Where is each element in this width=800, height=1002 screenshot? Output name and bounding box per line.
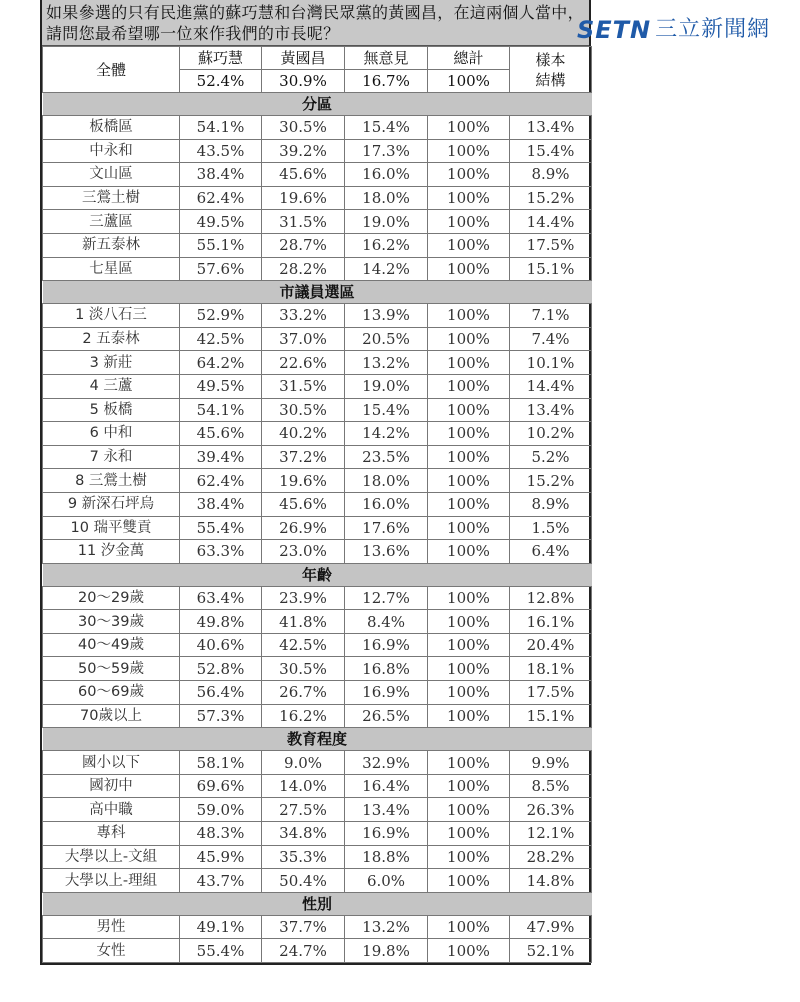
cell-value: 55.4% [180,516,262,540]
cell-value: 100% [428,774,510,798]
cell-value: 19.0% [345,374,428,398]
cell-value: 38.4% [180,163,262,187]
row-label: 三鶯土樹 [43,186,180,210]
cell-value: 45.6% [262,492,345,516]
cell-value: 13.6% [345,540,428,564]
cell-value: 50.4% [262,869,345,893]
row-label: 40～49歲 [43,633,180,657]
cell-value: 39.2% [262,139,345,163]
cell-value: 12.1% [510,822,592,846]
cell-value: 43.5% [180,139,262,163]
cell-value: 45.6% [262,163,345,187]
cell-value: 13.4% [510,398,592,422]
cell-value: 42.5% [180,327,262,351]
table-row [43,681,592,705]
row-label: 5 板橋 [43,398,180,422]
row-label: 30～39歲 [43,610,180,634]
row-label: 中永和 [43,139,180,163]
cell-value: 100% [428,610,510,634]
cell-value: 16.8% [345,657,428,681]
overall-value: 30.9% [262,70,345,93]
logo-chinese: 三立新聞網 [655,17,771,42]
cell-value: 100% [428,304,510,328]
cell-value: 16.2% [262,704,345,728]
cell-value: 59.0% [180,798,262,822]
cell-value: 100% [428,704,510,728]
section-title: 年齡 [43,563,592,586]
cell-value: 19.0% [345,210,428,234]
poll-results-sheet [40,0,591,965]
cell-value: 43.7% [180,869,262,893]
table-row [43,704,592,728]
cell-value: 17.5% [510,233,592,257]
overall-value: 16.7% [345,70,428,93]
cell-value: 100% [428,681,510,705]
cell-value: 48.3% [180,822,262,846]
cell-value: 100% [428,163,510,187]
cell-value: 12.7% [345,586,428,610]
cell-value: 6.4% [510,540,592,564]
cell-value: 13.4% [345,798,428,822]
row-label: 8 三鶯土樹 [43,469,180,493]
cell-value: 39.4% [180,445,262,469]
cell-value: 33.2% [262,304,345,328]
overall-value: 52.4% [180,70,262,93]
row-label: 7 永和 [43,445,180,469]
cell-value: 16.2% [345,233,428,257]
section-header-row [43,281,592,304]
cell-value: 100% [428,633,510,657]
cell-value: 20.5% [345,327,428,351]
cell-value: 14.2% [345,257,428,281]
cell-value: 23.0% [262,540,345,564]
row-label: 專科 [43,822,180,846]
table-row [43,374,592,398]
table-row [43,257,592,281]
row-label: 1 淡八石三 [43,304,180,328]
table-row [43,116,592,140]
row-label: 60～69歲 [43,681,180,705]
cell-value: 100% [428,586,510,610]
cell-value: 31.5% [262,210,345,234]
cell-value: 52.1% [510,939,592,963]
cell-value: 100% [428,445,510,469]
cell-value: 13.4% [510,116,592,140]
row-label: 高中職 [43,798,180,822]
cell-value: 14.2% [345,422,428,446]
cell-value: 37.7% [262,915,345,939]
cell-value: 47.9% [510,915,592,939]
cell-value: 37.0% [262,327,345,351]
group-header: 全體 [43,47,180,93]
cell-value: 18.0% [345,469,428,493]
table-row [43,469,592,493]
cell-value: 30.5% [262,657,345,681]
cell-value: 100% [428,351,510,375]
cell-value: 17.3% [345,139,428,163]
cell-value: 8.9% [510,163,592,187]
cell-value: 26.3% [510,798,592,822]
cell-value: 100% [428,845,510,869]
cell-value: 38.4% [180,492,262,516]
cell-value: 15.1% [510,257,592,281]
table-row [43,327,592,351]
cell-value: 54.1% [180,116,262,140]
table-row [43,845,592,869]
table-row [43,774,592,798]
table-row [43,186,592,210]
section-title: 分區 [43,93,592,116]
row-label: 板橋區 [43,116,180,140]
cell-value: 55.1% [180,233,262,257]
cell-value: 40.6% [180,633,262,657]
table-row [43,492,592,516]
table-row [43,351,592,375]
header-row [43,47,592,70]
cell-value: 49.5% [180,374,262,398]
table-row [43,610,592,634]
cell-value: 7.1% [510,304,592,328]
cell-value: 64.2% [180,351,262,375]
cell-value: 63.4% [180,586,262,610]
cell-value: 16.9% [345,681,428,705]
cell-value: 14.0% [262,774,345,798]
section-title: 教育程度 [43,728,592,751]
row-label: 文山區 [43,163,180,187]
cell-value: 45.9% [180,845,262,869]
table-row [43,915,592,939]
row-label: 大學以上-理組 [43,869,180,893]
cell-value: 57.3% [180,704,262,728]
section-title: 市議員選區 [43,281,592,304]
row-label: 男性 [43,915,180,939]
cell-value: 12.8% [510,586,592,610]
table-row [43,540,592,564]
cell-value: 63.3% [180,540,262,564]
row-label: 大學以上-文組 [43,845,180,869]
cell-value: 30.5% [262,116,345,140]
cell-value: 20.4% [510,633,592,657]
table-row [43,210,592,234]
table-row [43,139,592,163]
cell-value: 23.5% [345,445,428,469]
cell-value: 62.4% [180,186,262,210]
overall-value: 100% [428,70,510,93]
cell-value: 58.1% [180,751,262,775]
cell-value: 100% [428,915,510,939]
cell-value: 49.5% [180,210,262,234]
row-label: 4 三蘆 [43,374,180,398]
column-header-candidate-huang: 黃國昌 [262,47,345,70]
cell-value: 10.1% [510,351,592,375]
cell-value: 100% [428,939,510,963]
row-label: 國初中 [43,774,180,798]
table-body [43,93,592,963]
cell-value: 100% [428,327,510,351]
section-title: 性別 [43,892,592,915]
column-header-total: 總計 [428,47,510,70]
section-header-row [43,892,592,915]
cell-value: 8.4% [345,610,428,634]
column-header-candidate-su: 蘇巧慧 [180,47,262,70]
cell-value: 10.2% [510,422,592,446]
row-label: 50～59歲 [43,657,180,681]
cell-value: 14.4% [510,374,592,398]
cell-value: 28.2% [510,845,592,869]
cell-value: 100% [428,798,510,822]
setn-logo [577,17,770,43]
cell-value: 37.2% [262,445,345,469]
cell-value: 100% [428,422,510,446]
cell-value: 19.8% [345,939,428,963]
cell-value: 15.4% [345,116,428,140]
cell-value: 18.0% [345,186,428,210]
cell-value: 28.2% [262,257,345,281]
cell-value: 100% [428,822,510,846]
cell-value: 41.8% [262,610,345,634]
cell-value: 26.7% [262,681,345,705]
cell-value: 18.1% [510,657,592,681]
section-header-row [43,728,592,751]
table-row [43,586,592,610]
row-label: 七星區 [43,257,180,281]
cell-value: 100% [428,516,510,540]
cell-value: 13.9% [345,304,428,328]
table-row [43,304,592,328]
cell-value: 17.6% [345,516,428,540]
table-row [43,163,592,187]
cell-value: 9.9% [510,751,592,775]
cell-value: 69.6% [180,774,262,798]
cell-value: 49.8% [180,610,262,634]
cell-value: 100% [428,492,510,516]
row-label: 20～29歲 [43,586,180,610]
cell-value: 16.9% [345,633,428,657]
row-label: 10 瑞平雙貢 [43,516,180,540]
section-header-row [43,93,592,116]
cell-value: 5.2% [510,445,592,469]
cell-value: 26.9% [262,516,345,540]
row-label: 9 新深石坪烏 [43,492,180,516]
table-row [43,633,592,657]
poll-results-table [42,46,592,963]
cell-value: 30.5% [262,398,345,422]
cell-value: 100% [428,374,510,398]
cell-value: 9.0% [262,751,345,775]
table-row [43,422,592,446]
cell-value: 15.2% [510,469,592,493]
cell-value: 8.9% [510,492,592,516]
table-row [43,445,592,469]
cell-value: 31.5% [262,374,345,398]
table-row [43,398,592,422]
cell-value: 100% [428,540,510,564]
row-label: 國小以下 [43,751,180,775]
cell-value: 1.5% [510,516,592,540]
cell-value: 100% [428,233,510,257]
row-label: 11 汐金萬 [43,540,180,564]
cell-value: 100% [428,186,510,210]
section-header-row [43,563,592,586]
cell-value: 16.0% [345,492,428,516]
cell-value: 16.1% [510,610,592,634]
table-row [43,233,592,257]
cell-value: 56.4% [180,681,262,705]
cell-value: 100% [428,116,510,140]
cell-value: 62.4% [180,469,262,493]
table-row [43,657,592,681]
row-label: 6 中和 [43,422,180,446]
cell-value: 23.9% [262,586,345,610]
table-row [43,516,592,540]
cell-value: 13.2% [345,351,428,375]
cell-value: 45.6% [180,422,262,446]
cell-value: 100% [428,869,510,893]
cell-value: 16.0% [345,163,428,187]
cell-value: 17.5% [510,681,592,705]
cell-value: 15.2% [510,186,592,210]
cell-value: 57.6% [180,257,262,281]
cell-value: 52.9% [180,304,262,328]
row-label: 2 五泰林 [43,327,180,351]
cell-value: 24.7% [262,939,345,963]
cell-value: 16.4% [345,774,428,798]
cell-value: 16.9% [345,822,428,846]
table-row [43,751,592,775]
cell-value: 28.7% [262,233,345,257]
cell-value: 49.1% [180,915,262,939]
cell-value: 7.4% [510,327,592,351]
cell-value: 100% [428,210,510,234]
cell-value: 19.6% [262,186,345,210]
row-label: 70歲以上 [43,704,180,728]
column-header-no-opinion: 無意見 [345,47,428,70]
cell-value: 100% [428,657,510,681]
cell-value: 54.1% [180,398,262,422]
row-label: 新五泰林 [43,233,180,257]
cell-value: 15.4% [510,139,592,163]
table-row [43,798,592,822]
cell-value: 22.6% [262,351,345,375]
sample-label-line1: 樣本 [535,50,566,69]
row-label: 3 新莊 [43,351,180,375]
row-label: 三蘆區 [43,210,180,234]
row-label: 女性 [43,939,180,963]
cell-value: 19.6% [262,469,345,493]
cell-value: 27.5% [262,798,345,822]
cell-value: 34.8% [262,822,345,846]
cell-value: 26.5% [345,704,428,728]
cell-value: 100% [428,469,510,493]
logo-latin: SETN [577,16,652,44]
cell-value: 100% [428,398,510,422]
cell-value: 32.9% [345,751,428,775]
cell-value: 100% [428,751,510,775]
cell-value: 40.2% [262,422,345,446]
table-row [43,939,592,963]
table-row [43,822,592,846]
cell-value: 18.8% [345,845,428,869]
cell-value: 14.4% [510,210,592,234]
cell-value: 13.2% [345,915,428,939]
cell-value: 6.0% [345,869,428,893]
column-header-sample-structure [510,47,592,93]
cell-value: 14.8% [510,869,592,893]
cell-value: 15.4% [345,398,428,422]
cell-value: 52.8% [180,657,262,681]
cell-value: 100% [428,257,510,281]
cell-value: 8.5% [510,774,592,798]
cell-value: 42.5% [262,633,345,657]
cell-value: 35.3% [262,845,345,869]
table-row [43,869,592,893]
survey-question: 如果參選的只有民進黨的蘇巧慧和台灣民眾黨的黃國昌，在這兩個人當中，請問您最希望哪一位來作我們的市長呢？ [42,0,589,46]
cell-value: 15.1% [510,704,592,728]
cell-value: 100% [428,139,510,163]
cell-value: 55.4% [180,939,262,963]
sample-label-line2: 結構 [535,70,566,89]
